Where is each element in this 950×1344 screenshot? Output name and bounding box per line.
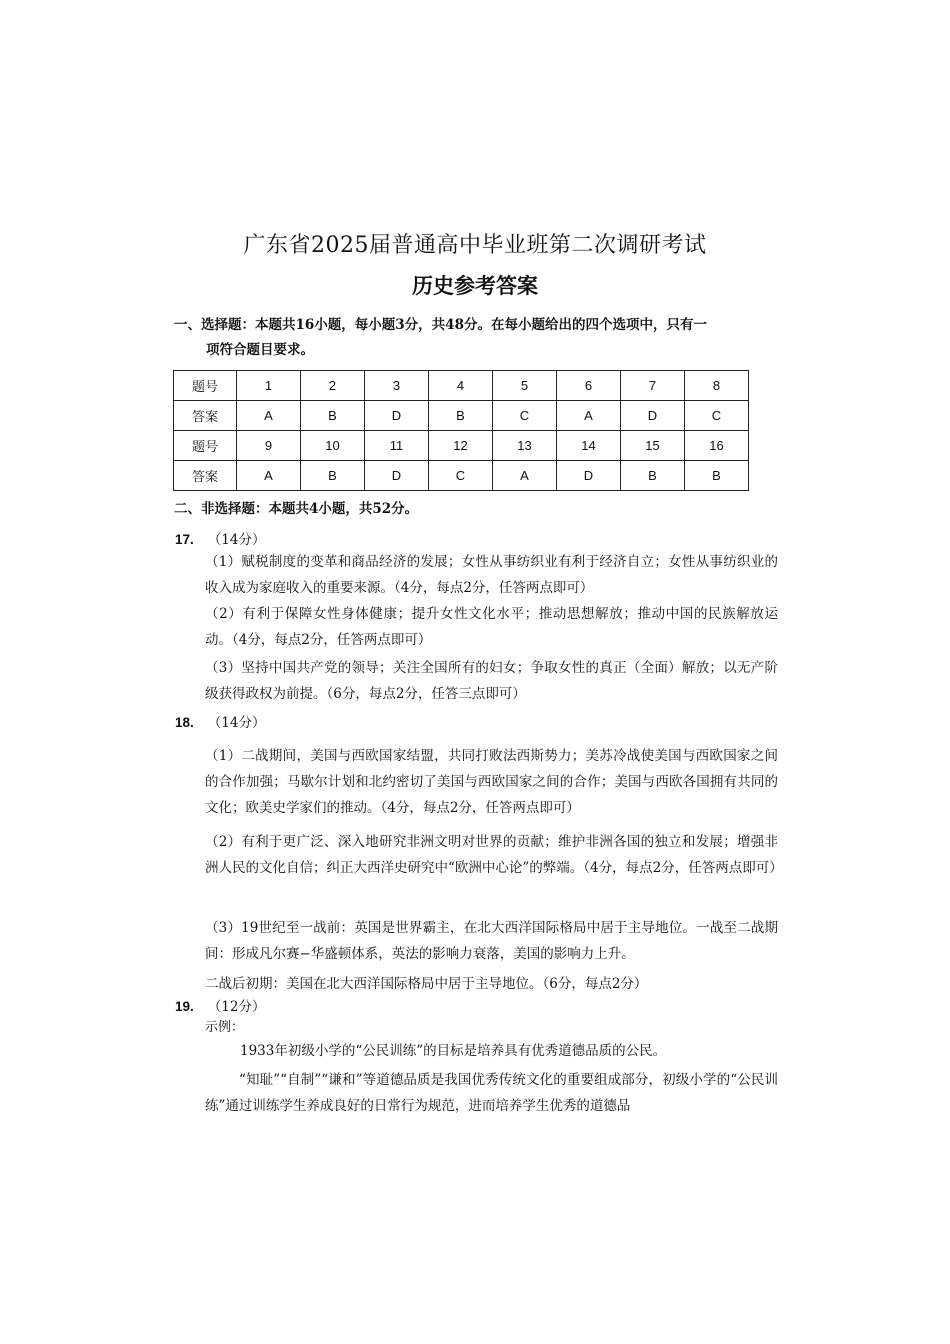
row-label: 题号 [174,431,237,461]
table-cell: A [557,401,621,431]
table-cell: 10 [301,431,365,461]
table-cell: 8 [685,371,749,401]
row-label: 答案 [174,401,237,431]
table-cell: 3 [365,371,429,401]
q17-answer-3: （3）坚持中国共产党的领导；关注全国所有的妇女；争取女性的真正（全面）解放；以无产阶级获得政权为前提。（6分，每点2分，任答三点即可） [205,660,778,702]
table-cell: 13 [493,431,557,461]
table-cell: 16 [685,431,749,461]
q18-answer-2: （2）有利于更广泛、深入地研究非洲文明对世界的贡献；维护非洲各国的独立和发展；增强非洲人民的文化自信；纠正大西洋史研究中“欧洲中心论”的弊端。（4分，每点2分，任答两点即可） [205,834,783,876]
q17-score: （14分） [207,532,266,548]
table-cell: D [557,461,621,491]
q19-number: 19. [175,999,194,1014]
q18-answer-4: 二战后初期：美国在北大西洋国际格局中居于主导地位。（6分，每点2分） [205,976,648,992]
q18-number: 18. [175,715,194,730]
q17-number: 17. [175,532,194,547]
section-1-line1: 一、选择题：本题共16小题，每小题3分，共48分。在每小题给出的四个选项中，只有一 [174,317,707,333]
table-cell: D [621,401,685,431]
q19-example-paragraph: “知耻”“自制”“谦和”等道德品质是我国优秀传统文化的重要组成部分，初级小学的“公民训练”通过训练学生养成良好的日常行为规范，进而培养学生优秀的道德品 [205,1072,778,1114]
q19-example-line: 1933年初级小学的“公民训练”的目标是培养具有优秀道德品质的公民。 [240,1043,667,1059]
table-cell: 5 [493,371,557,401]
table-cell: 2 [301,371,365,401]
q17-answer-1: （1）赋税制度的变革和商品经济的发展；女性从事纺织业有利于经济自立；女性从事纺织业的收入成为家庭收入的重要来源。（4分，每点2分，任答两点即可） [205,554,778,596]
table-row [174,371,749,401]
table-cell: 6 [557,371,621,401]
table-row [174,401,749,431]
table-cell: D [365,401,429,431]
table-row [174,461,749,491]
table-cell: D [365,461,429,491]
q18-header [175,711,265,731]
table-cell: C [429,461,493,491]
row-label: 题号 [174,371,237,401]
table-cell: A [493,461,557,491]
table-cell: 1 [237,371,301,401]
section-1-line2: 项符合题目要求。 [206,342,314,358]
table-cell: 4 [429,371,493,401]
q17-answer-2: （2）有利于保障女性身体健康；提升女性文化水平；推动思想解放；推动中国的民族解放运动。（4分，每点2分，任答两点即可） [205,606,778,648]
table-cell: C [493,401,557,431]
q18-score: （14分） [207,715,266,731]
table-cell: 7 [621,371,685,401]
q19-score: （12分） [207,999,266,1015]
q18-answer-1: （1）二战期间，美国与西欧国家结盟，共同打败法西斯势力；美苏冷战使美国与西欧国家之间的合作加强；马歇尔计划和北约密切了美国与西欧国家之间的合作；美国与西欧各国拥有共同的文化；欧美史学家们的推动。（4分，每点2分，任答两点即可） [205,748,778,816]
answer-table [173,370,749,491]
table-cell: 12 [429,431,493,461]
section-2-heading: 二、非选择题：本题共4小题，共52分。 [174,501,419,517]
table-cell: A [237,461,301,491]
table-cell: B [621,461,685,491]
table-cell: B [685,461,749,491]
table-row [174,431,749,461]
q18-answer-3: （3）19世纪至一战前：英国是世界霸主，在北大西洋国际格局中居于主导地位。一战至二战期间：形成凡尔赛−华盛顿体系，英法的影响力衰落，美国的影响力上升。 [205,920,778,962]
q17-header [175,528,265,548]
table-cell: B [301,401,365,431]
q19-header [175,995,265,1015]
table-cell: 9 [237,431,301,461]
q19-example-label: 示例： [205,1020,245,1035]
table-cell: 11 [365,431,429,461]
section-1-heading [174,313,784,363]
table-cell: C [685,401,749,431]
row-label: 答案 [174,461,237,491]
exam-title: 广东省2025届普通高中毕业班第二次调研考试 [243,233,707,258]
table-cell: A [237,401,301,431]
table-cell: 15 [621,431,685,461]
table-cell: 14 [557,431,621,461]
table-cell: B [429,401,493,431]
table-cell: B [301,461,365,491]
answer-subtitle: 历史参考答案 [412,273,538,298]
